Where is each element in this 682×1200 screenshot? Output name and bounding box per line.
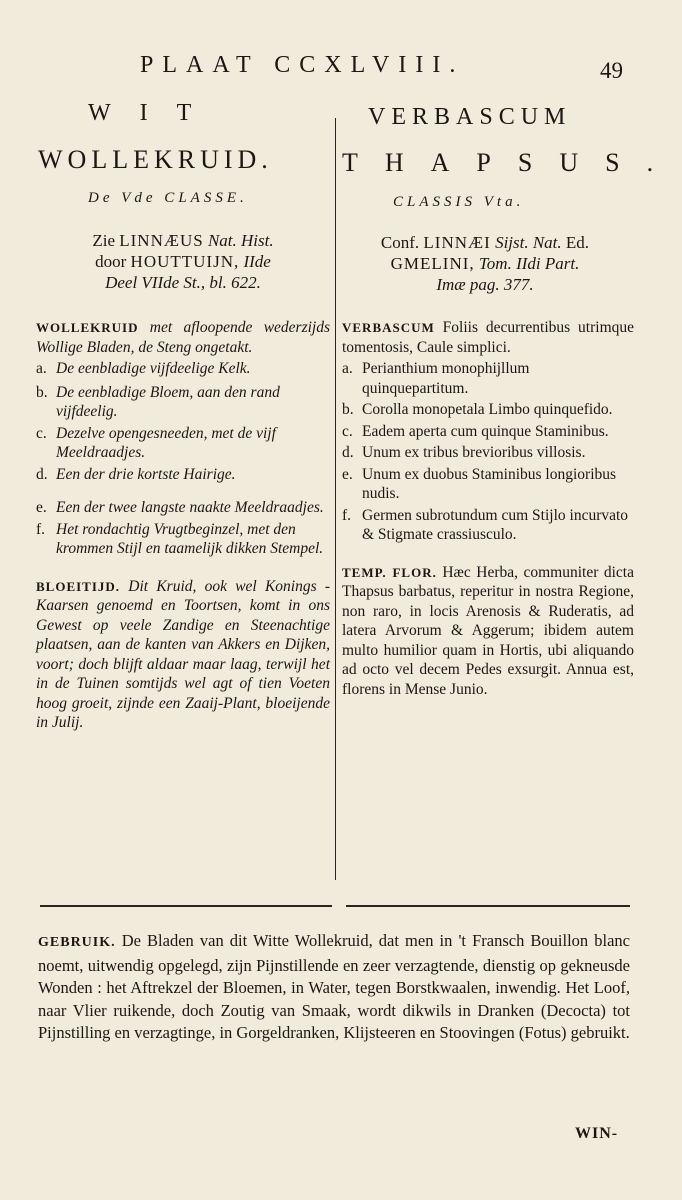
dutch-item-c (36, 424, 330, 463)
ref-conf: Conf. (380, 233, 420, 252)
gebruik-paragraph (38, 930, 630, 1045)
dutch-reference (48, 230, 318, 293)
item-text: Een der twee langste naakte Meeldraadjes. (56, 499, 324, 516)
plate-heading: PLAAT CCXLVIII. (140, 52, 465, 78)
dutch-desc-text: met afloopende wederzijds Wollige Bladen, de Steng ongetakt. (36, 319, 331, 356)
temp-flor-text: Hæc Herba, communiter dicta Thapsus barbatus, reperitur in nostra Regione, non raro, in locis Arenosis & Ruderatis, ad latera Arvorum & Aggerum; ibidem autem multo humilior quam in Hortis, ubi aliquando ad octo vel decem Pedes exsurgit. Annua est, florens in Mense Junio. (342, 563, 634, 698)
item-label: f. (36, 520, 46, 538)
latin-classis: CLASSIS Vta. (393, 194, 525, 210)
latin-item-f (342, 506, 634, 545)
item-label: f. (342, 506, 352, 524)
item-label: a. (342, 360, 353, 377)
ref-zie: Zie (92, 231, 116, 250)
item-label: d. (36, 465, 48, 483)
item-label: e. (36, 499, 47, 516)
latin-title-line2: THAPSUS. (342, 148, 681, 177)
dutch-title-line2: WOLLEKRUID. (38, 145, 273, 174)
latin-description (342, 318, 634, 357)
bloeitijd-paragraph (36, 577, 330, 733)
dutch-column (36, 318, 330, 733)
ref-gmelini: GMELINI, (390, 254, 475, 273)
latin-title-line1: VERBASCUM (368, 104, 572, 130)
item-label: a. (36, 360, 47, 377)
item-text: Het rondachtig Vrugtbeginzel, met den krommen Stijl en taamelijk dikken Stempel. (56, 520, 324, 557)
section-rule-right (346, 905, 630, 907)
dutch-item-d (36, 465, 330, 485)
ref-pag-line: Imæ pag. 377. (436, 275, 534, 294)
ref-linnaei: LINNÆI (423, 233, 491, 252)
page-number: 49 (600, 58, 623, 83)
column-divider (335, 118, 336, 880)
latin-item-c (342, 422, 634, 442)
section-rule-left (40, 905, 332, 907)
item-label: d. (342, 444, 354, 461)
item-text: Een der drie kortste Hairige. (56, 465, 236, 483)
latin-column (342, 318, 634, 699)
catchword: WIN- (575, 1125, 619, 1142)
item-label: b. (342, 401, 354, 418)
item-text: Corolla monopetala Limbo quinquefido. (362, 401, 613, 418)
latin-reference (340, 232, 630, 295)
bloeitijd-head: BLOEITIJD. (36, 578, 121, 594)
dutch-item-e (36, 498, 330, 518)
ref-deel-line: Deel VIIde St., bl. 622. (105, 273, 261, 292)
item-label: c. (36, 424, 47, 442)
gebruik-text: De Bladen van dit Witte Wollekruid, dat men in 't Fransch Bouillon blanc noemt, uitwendig opgelegd, zijn Pijnstillende en zeer verzagtende, dienstig op gekneusde Wonden : het Aftrekzel der Bloemen, in Water, tegen Borstkwaalen, inwendig. Het Loof, naar Vlier ruikende, doch Zoutig van Smaak, wordt dikwils in Dranken (Decocta) tot Pijnstilling en verzagtinge, in Gorgeldranken, Klijsteeren en Stoovingen (Fotus) gebruikt. (38, 931, 631, 1042)
ref-door: door (95, 252, 127, 271)
temp-flor-paragraph (342, 563, 634, 700)
item-text: Germen subrotundum cum Stijlo incurvato & Stigmate crassiusculo. (362, 506, 629, 543)
temp-flor-head: TEMP. FLOR. (342, 564, 437, 580)
item-label: e. (342, 465, 353, 483)
item-label: b. (36, 383, 48, 401)
ref-nat-hist: Nat. Hist. (207, 231, 274, 250)
ref-linnaeus: LINNÆUS (119, 231, 204, 250)
item-text: Dezelve opengesneeden, met de vijf Meeldraadjes. (56, 424, 276, 461)
latin-desc-text: Foliis decurrentibus utrimque tomentosis, Caule simplici. (342, 319, 635, 356)
item-text: Unum ex tribus brevioribus villosis. (362, 444, 586, 461)
latin-item-d (342, 443, 634, 463)
dutch-item-f (36, 520, 330, 559)
item-label: c. (342, 422, 353, 440)
dutch-title-line1: WIT (88, 100, 221, 126)
gebruik-head: GEBRUIK. (38, 935, 116, 950)
ref-deel: IIde (243, 252, 271, 271)
latin-desc-head: VERBASCUM (342, 320, 435, 335)
ref-syst: Sijst. Nat. (495, 233, 562, 252)
item-text: De eenbladige Bloem, aan den rand vijfdeelig. (56, 383, 280, 420)
ref-tom: Tom. IIdi Part. (478, 254, 580, 273)
latin-item-a (342, 359, 634, 398)
ref-ed: Ed. (565, 233, 590, 252)
latin-item-b (342, 400, 634, 420)
item-text: Eadem aperta cum quinque Staminibus. (362, 422, 609, 440)
dutch-description (36, 318, 330, 357)
dutch-classe: De Vde CLASSE. (88, 190, 248, 206)
item-text: Perianthium monophijllum quinquepartitum. (362, 360, 530, 397)
latin-item-e (342, 465, 634, 504)
bloeitijd-text: Dit Kruid, ook wel Konings - Kaarsen genoemd en Toortsen, komt in ons Gewest op veele Zandige en Steenachtige plaatsen, aan de kanten van Akkers en Dijken, voort; doch blijft aldaar maar laag, terwijl het in de Tuinen somtijds wel agt of tien Voeten hoog groeit, zijnde een Zaaij-Plant, bloeijende in Julij. (36, 577, 331, 731)
dutch-desc-head: WOLLEKRUID (36, 320, 139, 335)
item-text: De eenbladige vijfdeelige Kelk. (56, 360, 251, 377)
item-text: Unum ex duobus Staminibus longioribus nudis. (362, 465, 617, 502)
dutch-item-b (36, 383, 330, 422)
dutch-item-a (36, 359, 330, 379)
ref-houttuijn: HOUTTUIJN, (130, 252, 240, 271)
